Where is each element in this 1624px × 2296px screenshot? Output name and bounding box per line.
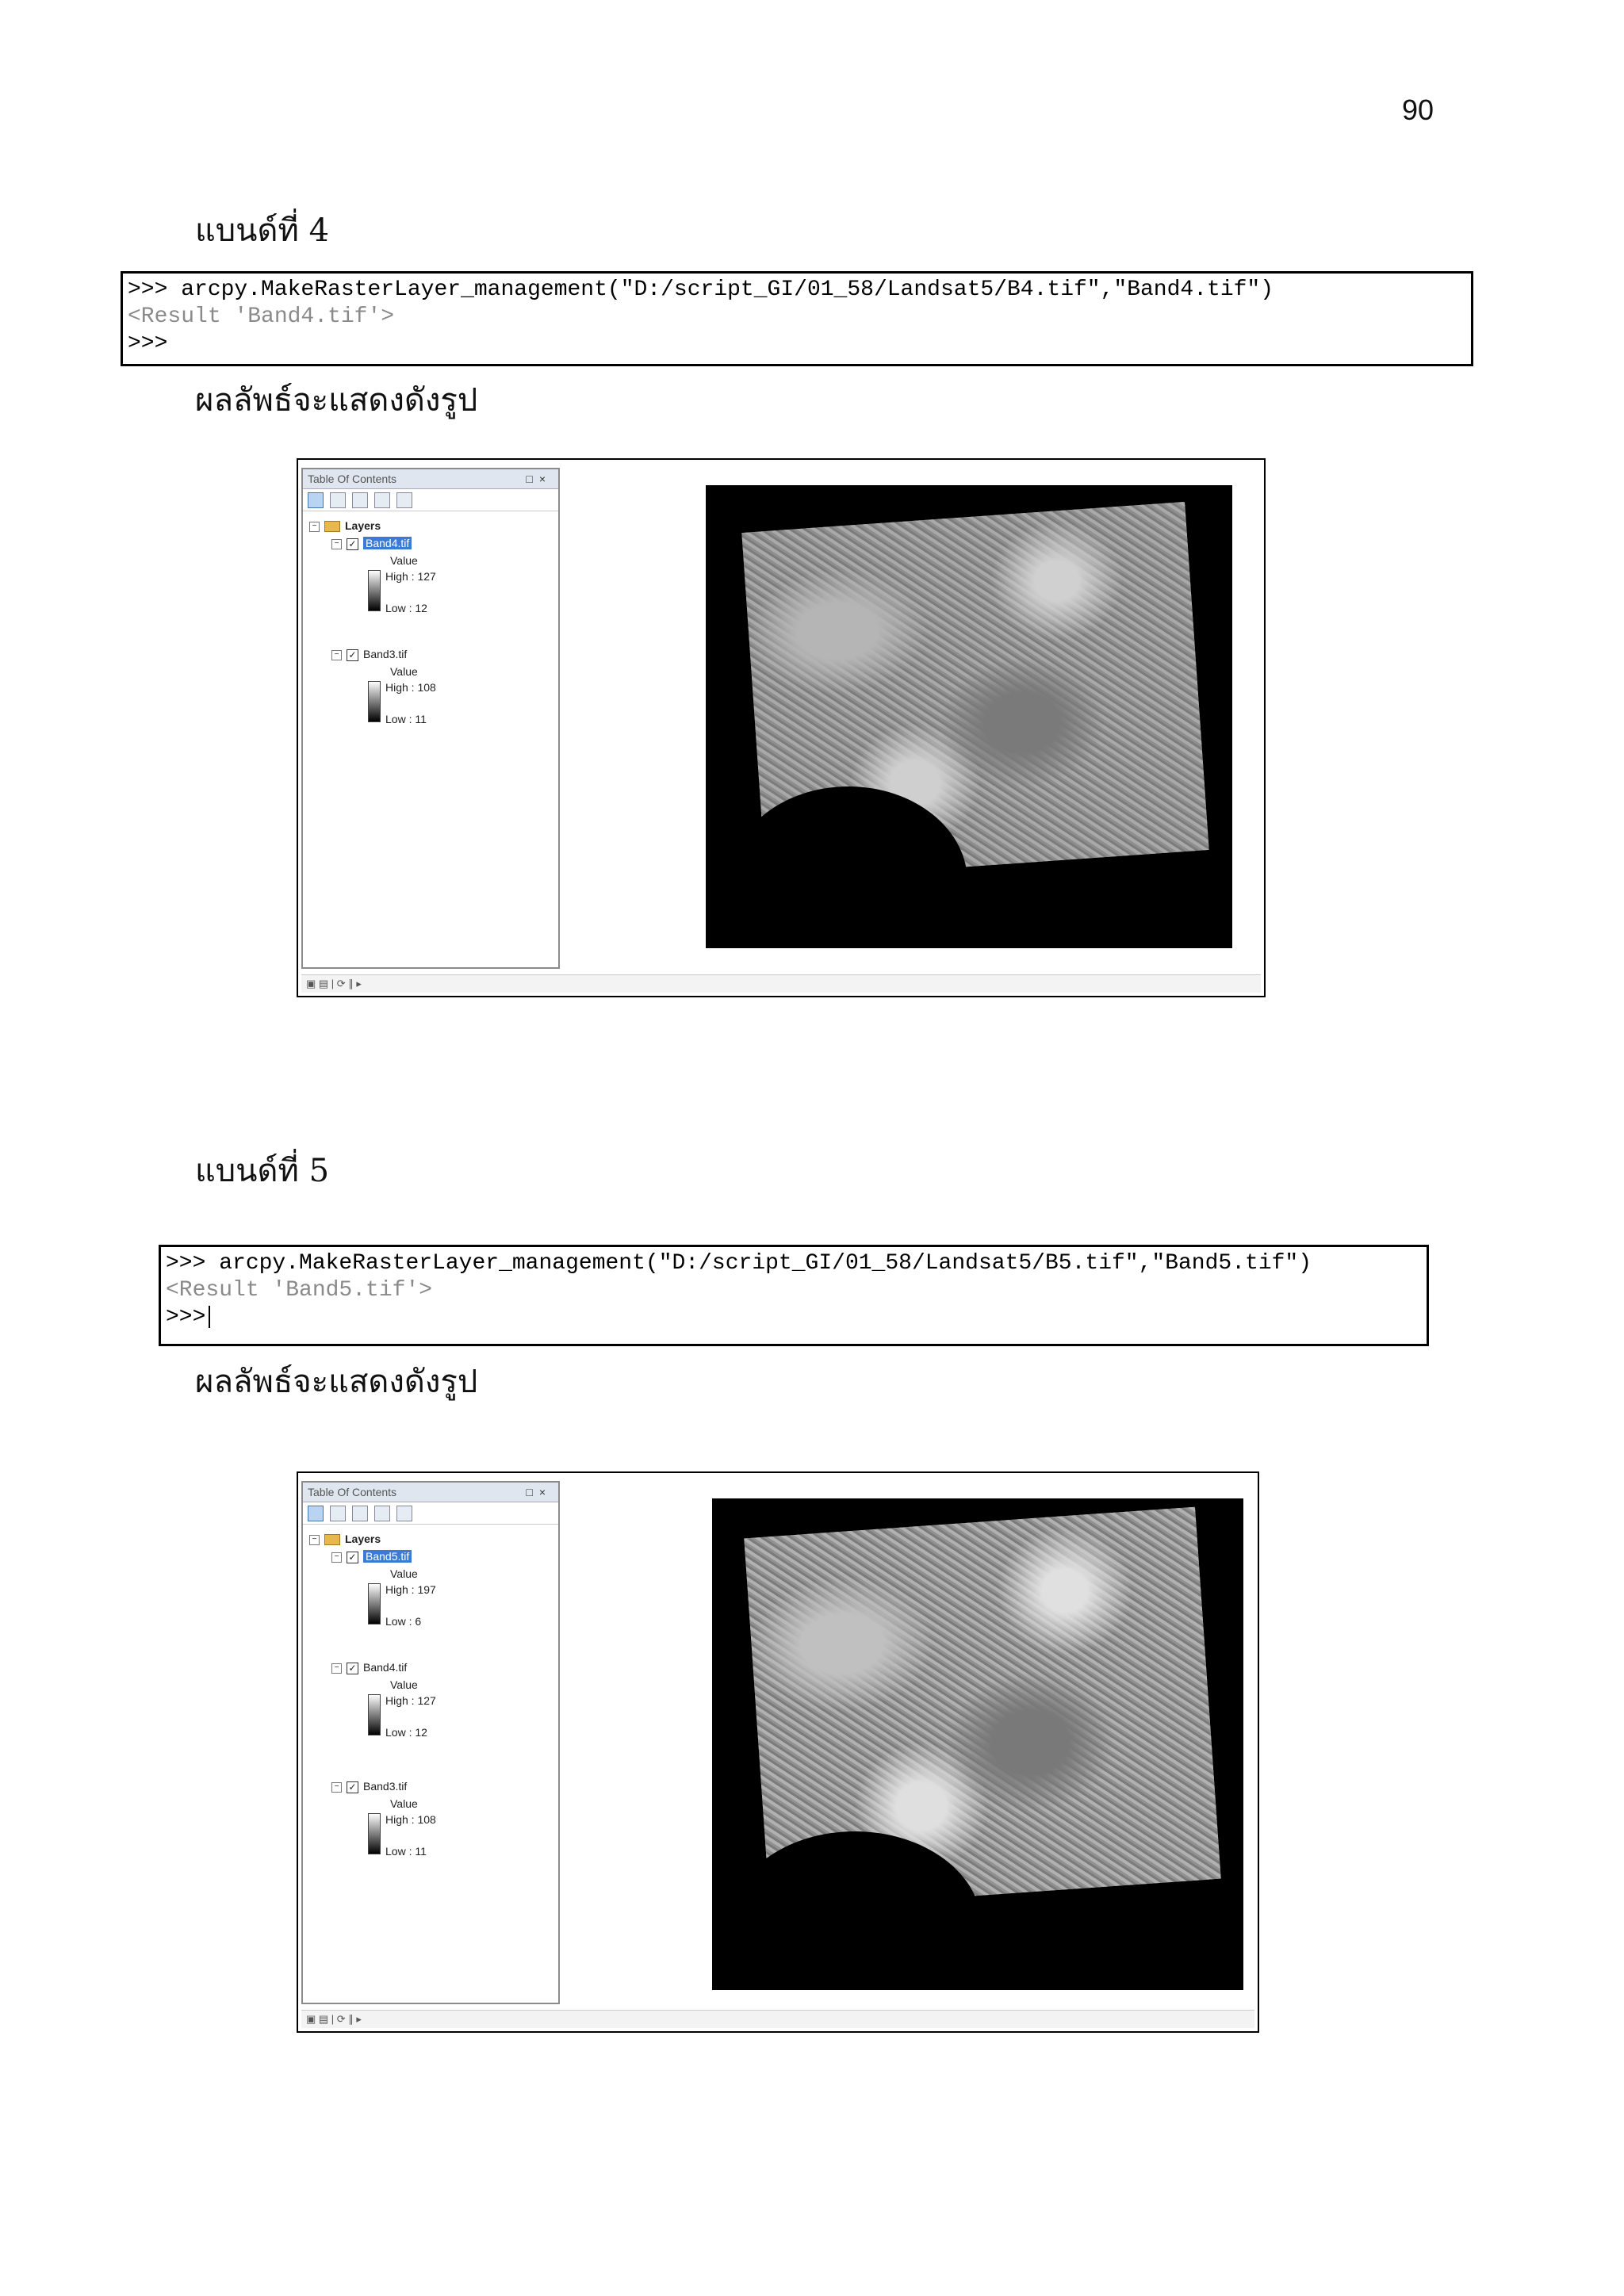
layer-item-band3[interactable]: − ✓ Band3.tif: [331, 1780, 407, 1793]
console-result: <Result 'Band5.tif'>: [166, 1278, 433, 1303]
layer-item-band4[interactable]: − ✓ Band4.tif: [331, 537, 412, 550]
section-heading-band4: แบนด์ที่ 4: [195, 212, 330, 249]
legend-value-label: Value: [390, 1797, 418, 1810]
toc-window-controls[interactable]: □×: [526, 473, 552, 485]
grayscale-ramp: [368, 1583, 381, 1624]
section-heading-band5: แบนด์ที่ 5: [195, 1153, 330, 1189]
list-by-visibility-icon[interactable]: [352, 1506, 368, 1521]
collapse-icon[interactable]: −: [331, 1663, 342, 1674]
result-caption-band5: ผลลัพธ์จะแสดงดังรูป: [195, 1364, 478, 1400]
legend-low: Low : 11: [385, 1845, 427, 1858]
layers-folder-icon: [324, 521, 340, 532]
legend-high: High : 197: [385, 1583, 436, 1596]
list-by-visibility-icon[interactable]: [352, 492, 368, 508]
visibility-checkbox[interactable]: ✓: [347, 1552, 358, 1563]
console-command: >>> arcpy.MakeRasterLayer_management("D:/script_GI/01_58/Landsat5/B4.tif","Band4.tif"): [128, 277, 1274, 302]
toc-title: Table Of Contents: [308, 473, 397, 485]
collapse-icon[interactable]: −: [309, 522, 320, 532]
grayscale-ramp: [368, 1694, 381, 1735]
legend-value-label: Value: [390, 1567, 418, 1580]
grayscale-ramp: [368, 570, 381, 611]
collapse-icon[interactable]: −: [309, 1535, 320, 1545]
collapse-icon[interactable]: −: [331, 1782, 342, 1793]
status-bar: ▣ ▤ | ⟳ ∥ ▸: [301, 2010, 1254, 2028]
legend-high: High : 127: [385, 1694, 436, 1707]
visibility-checkbox[interactable]: ✓: [347, 649, 358, 661]
arcmap-screenshot-band4: [297, 458, 1266, 997]
status-bar: ▣ ▤ | ⟳ ∥ ▸: [301, 974, 1261, 993]
map-view-band4[interactable]: [706, 485, 1232, 948]
legend-low: Low : 12: [385, 1726, 427, 1739]
options-icon[interactable]: [396, 1506, 412, 1521]
map-view-band5[interactable]: [712, 1498, 1243, 1990]
result-caption-band4: ผลลัพธ์จะแสดงดังรูป: [195, 382, 478, 419]
legend-value-label: Value: [390, 665, 418, 678]
collapse-icon[interactable]: −: [331, 650, 342, 660]
collapse-icon[interactable]: −: [331, 1552, 342, 1563]
visibility-checkbox[interactable]: ✓: [347, 1781, 358, 1793]
list-by-selection-icon[interactable]: [374, 492, 390, 508]
layers-root[interactable]: − Layers: [309, 1533, 381, 1545]
layers-root[interactable]: − Layers: [309, 519, 381, 532]
legend-low: Low : 12: [385, 602, 427, 614]
visibility-checkbox[interactable]: ✓: [347, 538, 358, 550]
toc-toolbar: [303, 489, 558, 511]
console-result: <Result 'Band4.tif'>: [128, 304, 395, 329]
legend-high: High : 108: [385, 681, 436, 694]
collapse-icon[interactable]: −: [331, 539, 342, 549]
table-of-contents-panel: [301, 468, 560, 969]
visibility-checkbox[interactable]: ✓: [347, 1663, 358, 1674]
toc-window-controls[interactable]: □×: [526, 1486, 552, 1498]
console-command: >>> arcpy.MakeRasterLayer_management("D:/script_GI/01_58/Landsat5/B5.tif","Band5.tif"): [166, 1251, 1312, 1276]
grayscale-ramp: [368, 681, 381, 722]
text-cursor: [209, 1306, 210, 1328]
legend-high: High : 127: [385, 570, 436, 583]
console-prompt[interactable]: >>>: [166, 1304, 1422, 1331]
legend-low: Low : 6: [385, 1615, 422, 1628]
layer-item-band3[interactable]: − ✓ Band3.tif: [331, 648, 407, 661]
toc-toolbar: [303, 1502, 558, 1525]
options-icon[interactable]: [396, 492, 412, 508]
list-by-drawing-order-icon[interactable]: [308, 492, 324, 508]
legend-low: Low : 11: [385, 713, 427, 725]
list-by-selection-icon[interactable]: [374, 1506, 390, 1521]
arcmap-screenshot-band5: [297, 1471, 1259, 2033]
table-of-contents-panel: [301, 1481, 560, 2004]
console-prompt: >>>: [128, 331, 168, 356]
layer-item-band4[interactable]: − ✓ Band4.tif: [331, 1661, 407, 1674]
python-console-band4[interactable]: [121, 271, 1473, 366]
toc-title: Table Of Contents: [308, 1486, 397, 1498]
toc-title-bar: [303, 469, 558, 489]
page-number: 90: [1402, 94, 1434, 126]
legend-value-label: Value: [390, 554, 418, 567]
toc-title-bar: [303, 1483, 558, 1502]
grayscale-ramp: [368, 1813, 381, 1854]
list-by-source-icon[interactable]: [330, 1506, 346, 1521]
layer-item-band5[interactable]: − ✓ Band5.tif: [331, 1550, 412, 1563]
list-by-drawing-order-icon[interactable]: [308, 1506, 324, 1521]
list-by-source-icon[interactable]: [330, 492, 346, 508]
legend-high: High : 108: [385, 1813, 436, 1826]
layers-folder-icon: [324, 1534, 340, 1545]
python-console-band5[interactable]: [159, 1245, 1429, 1346]
legend-value-label: Value: [390, 1678, 418, 1691]
